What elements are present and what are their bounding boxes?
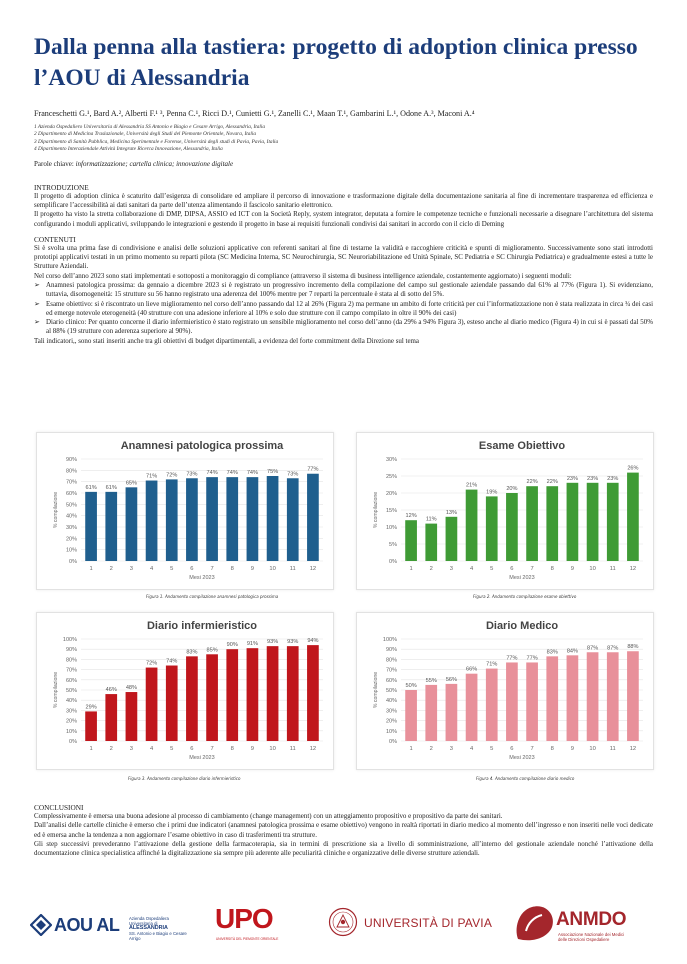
y-tick-label: 50% [385, 688, 397, 694]
data-label: 72% [166, 472, 178, 479]
data-label: 46% [105, 687, 117, 694]
data-label: 50% [405, 683, 417, 689]
bar [126, 487, 138, 561]
x-axis-label: Mesi 2023 [509, 575, 535, 581]
bullet-esame: ➢ Esame obiettivo: si è riscontrato un lieve miglioramento nel corso dell’anno passando dal 12 al 26% (Figura 2) ma permane un ambito di forte criticità per cui l’informatizzazione non è stata realizzata in circa ¾ dei casi ed emerge notevole eterogeneità (40 strutture con una adesione inferiore al 10% e solo due strutture con il campo compilato in oltre il 90% dei casi) [34, 300, 653, 319]
y-tick-label: 80% [65, 468, 77, 475]
x-tick-label: 8 [550, 746, 554, 752]
bullet-diario: ➢ Diario clinico: Per quanto concerne il diario infermieristico è stato registrato un sensibile miglioramento nel corso dell’anno (da 29% a 94% Figura 3), esteso anche al diario medico (Figura 4) in cui si è passati dal 50% al 88% (19 strutture con aderenza superiore al 90%). [34, 318, 653, 337]
data-label: 23% [607, 475, 619, 482]
data-label: 75% [266, 469, 279, 475]
x-tick-label: 11 [289, 566, 296, 572]
bar [126, 692, 138, 741]
bar [307, 645, 319, 741]
bar [546, 486, 558, 561]
bar [146, 481, 158, 561]
content-bullets [34, 281, 653, 337]
keywords [34, 160, 653, 169]
conclusions-paragraph-2: Dall’analisi delle cartelle cliniche è emerso che i primi due indicatori (anamnesi patologica prossima e esame obiettivo) vengono in realtà riportati in diario medico al momento dell’ingresso e non inseriti nelle voci dedicate ed è emersa anche la tendenza a non aggiornare l’esame obiettivo in caso di trasferimenti tra strutture. [34, 821, 653, 839]
x-tick-label: 3 [449, 746, 454, 752]
intro-heading: INTRODUZIONE [34, 182, 89, 192]
bar [607, 483, 619, 561]
y-tick-label: 70% [65, 479, 77, 486]
y-tick-label: 25% [385, 474, 397, 480]
x-tick-label: 3 [449, 566, 454, 572]
anmdo-sub-1: Associazione Nazionale dei Medici [558, 932, 625, 937]
y-tick-label: 90% [65, 457, 77, 463]
y-tick-label: 70% [65, 667, 77, 674]
chart-diario-medico [357, 613, 653, 769]
data-label: 73% [287, 471, 299, 478]
bar [546, 656, 558, 741]
content-paragraph-3: Tali indicatori,, sono stati inseriti anche tra gli obiettivi di budget dipartimentali, a evidenza del forte commitment della Direzione sul tema [34, 336, 420, 345]
x-tick-label: 5 [490, 746, 494, 752]
data-label: 77% [526, 655, 538, 662]
x-axis-label: Mesi 2023 [509, 755, 535, 761]
y-tick-label: 15% [385, 508, 397, 514]
bar [247, 477, 259, 561]
x-tick-label: 10 [589, 566, 596, 572]
data-label: 22% [546, 479, 558, 486]
bar [105, 492, 117, 561]
y-tick-label: 90% [65, 647, 77, 654]
y-tick-label: 20% [385, 718, 397, 725]
bar [166, 479, 178, 561]
bar [85, 711, 97, 741]
x-tick-label: 12 [309, 746, 317, 752]
aoual-line-2: Universitaria di [129, 921, 158, 926]
x-axis-label: Mesi 2023 [189, 575, 215, 581]
x-tick-label: 6 [190, 566, 194, 572]
conclusions-heading: CONCLUSIONI [34, 803, 84, 812]
bar [307, 474, 319, 561]
bar [446, 684, 458, 741]
bar [526, 662, 538, 741]
bar [226, 649, 238, 741]
x-tick-label: 6 [190, 746, 194, 752]
data-label: 87% [586, 645, 599, 652]
upo-subtitle: UNIVERSITÀ DEL PIEMONTE ORIENTALE [216, 937, 279, 941]
data-label: 65% [125, 480, 138, 487]
data-label: 85% [206, 647, 218, 654]
intro-paragraph-1: Il progetto di adoption clinica è scaturito dall’esigenza di consolidare ed ampliare il percorso di innovazione e trasformazione digitale della documentazione sanitaria al fine di incrementare trasparenza ed efficienza e semplificare l’accessibilità ai dati sanitari da parte dell’utenza alimentando il fascicolo sanitario elettronico. [34, 191, 653, 209]
data-label: 93% [266, 639, 279, 646]
conclusions-paragraph-1: Complessivamente è emersa una buona adesione al processo di cambiamento (change management) con un atteggiamento propositivo e propositivo da parte dei sanitari. [34, 812, 503, 820]
bar [226, 477, 238, 561]
data-label: 71% [145, 473, 158, 480]
data-label: 87% [607, 645, 619, 652]
data-label: 61% [85, 484, 97, 491]
data-label: 71% [486, 661, 498, 668]
intro-paragraph-2: Il progetto ha visto la stretta collaborazione di DMP, DIPSA, ASSIO ed ICT con la Società Reply, system integrator, deputata a fornire le competenze tecniche e funzionali necessarie a disegnare l’architettura del sistema configurando i moduli applicativi, sviluppando le integrazioni e gestendo il progetto in base ai requisiti funzionali condivisi dai sanitari in accordo con il ciclo di Deming [34, 210, 653, 228]
x-tick-label: 9 [250, 746, 255, 752]
y-tick-label: 30% [385, 457, 397, 463]
affiliation-4: 4 Dipartimento Interaziendale Attività Integrate Ricerca Innovazione, Alessandria, Italia [34, 146, 223, 153]
bar [486, 496, 498, 561]
data-label: 74% [206, 470, 218, 477]
pavia-name: UNIVERSITÀ DI PAVIA [364, 916, 493, 930]
y-tick-label: 20% [385, 491, 397, 497]
y-tick-label: 30% [385, 708, 397, 715]
bar [506, 662, 518, 741]
y-tick-label: 10% [65, 728, 77, 735]
data-label: 23% [586, 475, 599, 482]
bar [267, 476, 279, 561]
x-tick-label: 8 [230, 566, 234, 572]
y-tick-label: 80% [385, 657, 397, 664]
data-label: 88% [627, 644, 639, 651]
chart-title: Esame Obiettivo [478, 440, 566, 452]
y-tick-label: 10% [385, 525, 397, 531]
data-label: 13% [445, 509, 458, 516]
bar [567, 655, 579, 741]
bar [287, 646, 299, 741]
bar [166, 666, 178, 741]
data-label: 91% [246, 641, 259, 648]
bar [587, 652, 599, 741]
y-tick-label: 0% [389, 739, 397, 745]
bar [486, 669, 498, 741]
y-axis-label: % compilazione [373, 491, 379, 529]
affiliation-1: 1 Azienda Ospedaliero Universitaria di Alessandria SS Antonio e Biagio e Cesare Arrigo, Alessandria, Italia [34, 124, 265, 130]
bar [405, 520, 417, 561]
conclusions-section [34, 803, 653, 858]
y-tick-label: 100% [62, 637, 77, 643]
bar [267, 646, 279, 741]
x-tick-label: 12 [309, 566, 317, 572]
chart-title: Diario infermieristico [146, 620, 258, 632]
data-label: 84% [566, 648, 579, 655]
bar [627, 651, 639, 741]
figure-3-caption: Figura 3. Andamento compilazione diario infermieristico [128, 776, 241, 781]
x-tick-label: 2 [429, 566, 433, 572]
y-tick-label: 70% [385, 667, 397, 674]
data-label: 83% [186, 649, 198, 656]
x-tick-label: 5 [490, 566, 494, 572]
anmdo-mark-text: ANMDO [556, 909, 627, 930]
x-tick-label: 3 [129, 746, 134, 752]
y-tick-label: 0% [69, 559, 77, 565]
x-tick-label: 1 [409, 746, 413, 752]
data-label: 74% [246, 470, 259, 477]
data-label: 11% [425, 516, 437, 523]
chart-title: Diario Medico [485, 620, 559, 632]
data-label: 21% [465, 482, 478, 489]
bar [105, 694, 117, 741]
x-tick-label: 4 [149, 566, 154, 572]
bar [186, 478, 198, 561]
y-tick-label: 40% [385, 698, 397, 705]
bar [425, 685, 437, 741]
authors-line: Franceschetti G.¹, Bard A.², Alberti F.¹ ³, Penna C.¹, Ricci D.¹, Cunietti G.¹, Zanelli C.¹, Maan T.¹, Gambarini L.¹, Odone A.³, Maconi A.⁴ [34, 109, 475, 118]
bar [607, 652, 619, 741]
bar [587, 483, 599, 561]
aoual-line-1: Azienda Ospedaliera [129, 916, 169, 921]
data-label: 61% [105, 484, 117, 491]
x-tick-label: 2 [109, 746, 113, 752]
y-tick-label: 80% [65, 657, 77, 664]
chart-anamnesi [37, 433, 333, 589]
bar [206, 477, 218, 561]
data-label: 56% [445, 676, 458, 683]
data-label: 66% [465, 666, 478, 673]
data-label: 29% [85, 704, 97, 711]
data-label: 74% [226, 470, 238, 477]
bar [247, 648, 259, 741]
upo-mark-text: UPO [215, 903, 273, 934]
anmdo-sub-2: delle Direzioni Ospedaliere [558, 937, 610, 943]
y-tick-label: 20% [65, 718, 77, 725]
y-tick-label: 10% [385, 728, 397, 735]
y-tick-label: 40% [65, 698, 77, 705]
conclusions-paragraph-3: Gli step successivi prevederanno l’attivazione della gestione della farmacoterapia, sia in termini di prescrizione sia a livello di somministrazione, all’interno del gestionale aziendale nonché l’attivazione della documentazione clinica specialistica affinché la digitalizzazione sia sempre più aderente alle peculiarità cliniche e organizzative delle diverse strutture aziendali. [34, 839, 653, 858]
y-axis-label: % compilazione [373, 671, 379, 709]
y-tick-label: 60% [65, 677, 77, 684]
data-label: 83% [546, 649, 558, 656]
x-tick-label: 11 [609, 566, 616, 572]
x-tick-label: 9 [250, 566, 255, 572]
y-tick-label: 60% [385, 677, 397, 684]
bar [425, 524, 437, 561]
y-tick-label: 30% [65, 525, 77, 531]
content-heading: CONTENUTI [34, 234, 76, 244]
y-tick-label: 40% [65, 513, 77, 520]
bar [466, 674, 478, 741]
bar [627, 473, 639, 561]
y-tick-label: 10% [65, 547, 77, 554]
y-tick-label: 0% [69, 739, 77, 745]
data-label: 55% [425, 677, 437, 684]
x-tick-label: 10 [269, 566, 276, 572]
bar [526, 486, 538, 561]
anmdo-mark-icon [512, 901, 558, 945]
x-tick-label: 12 [629, 746, 637, 752]
x-tick-label: 9 [570, 566, 575, 572]
bar [405, 690, 417, 741]
logos-bar [0, 895, 687, 955]
bar [506, 493, 518, 561]
x-tick-label: 10 [589, 746, 596, 752]
chart-4-box [356, 612, 654, 770]
data-label: 94% [307, 638, 319, 645]
x-tick-label: 1 [89, 746, 93, 752]
y-axis-label: % compilazione [53, 491, 59, 529]
figure-4-caption: Figura 4. Andamento compilazione diario medico [476, 776, 575, 781]
y-tick-label: 60% [65, 491, 77, 497]
y-tick-label: 5% [389, 542, 397, 548]
upo-logo [210, 903, 300, 947]
figure-1-caption: Figura 1. Andamento compilazione anamnesi patologica prossima [146, 594, 279, 599]
x-tick-label: 4 [149, 746, 154, 752]
y-tick-label: 0% [389, 559, 397, 565]
data-label: 90% [226, 642, 238, 649]
x-tick-label: 7 [210, 566, 214, 572]
content-paragraph-1: Si è svolta una prima fase di condivisione e analisi delle soluzioni applicative con referenti sanitari al fine di testarne la validità e raccoghiere criticità e spunti di miglioramento. Successivamente sono stati introdotti prototipi applicativi testati in un primo momento su reparti pilota (SC Medicina Interna, SC Neurochirurgia, SC Neuroriabilitazione ed Unità Spinale, SC Pediatria e SC Chirurgia Pediatrica) e gradualmente estesi a tutte le Strutture Aziendali. [34, 243, 653, 271]
bar [567, 483, 579, 561]
chart-esame-obiettivo [357, 433, 653, 589]
data-label: 93% [287, 639, 299, 646]
bar [446, 517, 458, 561]
x-axis-label: Mesi 2023 [189, 755, 215, 761]
x-tick-label: 7 [210, 746, 214, 752]
keywords-label: Parole chiave: [34, 159, 76, 168]
x-tick-label: 2 [109, 566, 113, 572]
aoual-mark-text: AOU AL [54, 915, 120, 935]
x-tick-label: 2 [429, 746, 433, 752]
data-label: 19% [486, 489, 498, 496]
y-tick-label: 20% [65, 536, 77, 543]
y-axis-label: % compilazione [53, 671, 59, 709]
data-label: 23% [566, 475, 579, 482]
x-tick-label: 5 [170, 566, 174, 572]
y-tick-label: 50% [65, 688, 77, 694]
chart-3-box [36, 612, 334, 770]
x-tick-label: 4 [469, 566, 474, 572]
bar [287, 478, 299, 561]
bar [85, 492, 97, 561]
content-paragraph-2: Nel corso dell’anno 2023 sono stati implementati e sottoposti a monitoraggio di compliance (attraverso il sistema di business intelligence aziendale, costantemente aggiornato) i seguenti moduli: [34, 271, 572, 280]
x-tick-label: 8 [550, 566, 554, 572]
aoual-line-4: SS. Antonio e Biagio e Cesare Arrigo [129, 931, 187, 941]
x-tick-label: 5 [170, 746, 174, 752]
aoual-logo [30, 907, 190, 943]
aoual-text-block [129, 916, 199, 941]
chart-title: Anamnesi patologica prossima [120, 440, 284, 452]
x-tick-label: 1 [89, 566, 93, 572]
aoual-mark-icon [30, 914, 52, 936]
y-tick-label: 30% [65, 708, 77, 715]
bar [186, 656, 198, 741]
x-tick-label: 12 [629, 566, 637, 572]
bar [466, 490, 478, 561]
x-tick-label: 11 [289, 746, 296, 752]
anmdo-logo [512, 899, 662, 951]
x-tick-label: 9 [570, 746, 575, 752]
pavia-logo [328, 901, 493, 945]
data-label: 12% [405, 513, 417, 520]
aoual-line-3: ALESSANDRIA [129, 925, 168, 931]
data-label: 22% [526, 479, 538, 486]
x-tick-label: 7 [530, 566, 534, 572]
data-label: 72% [145, 660, 158, 667]
affiliations [34, 124, 653, 154]
y-tick-label: 50% [65, 502, 77, 509]
pavia-seal-icon [328, 907, 358, 937]
affiliation-3: 3 Dipartimento di Sanità Pubblica, Medicina Sperimentale e Forense, Università degli studi di Pavia, Pavia, Italia [34, 138, 279, 145]
data-label: 26% [627, 465, 639, 472]
affiliation-2: 2 Dipartimento di Medicina Traslazionale, Università degli Studi del Piemonte Orientale, Novara, Italia [34, 131, 257, 138]
x-tick-label: 3 [129, 566, 134, 572]
data-label: 74% [166, 658, 178, 665]
x-tick-label: 11 [609, 746, 616, 752]
data-label: 77% [307, 466, 319, 473]
figure-2-caption: Figura 2. Andamento compilazione esame obiettivo [473, 594, 577, 599]
keywords-values: informatizzazione; cartella clinica; innovazione digitale [75, 159, 234, 168]
y-tick-label: 90% [385, 647, 397, 654]
x-tick-label: 1 [409, 566, 413, 572]
chart-1-box [36, 432, 334, 590]
anmdo-subtitle [558, 932, 624, 942]
x-tick-label: 6 [510, 746, 514, 752]
data-label: 20% [506, 486, 518, 492]
y-tick-label: 100% [382, 637, 397, 643]
chart-2-box [356, 432, 654, 590]
x-tick-label: 6 [510, 566, 514, 572]
data-label: 73% [186, 471, 198, 478]
poster-title: Dalla penna alla tastiera: progetto di adoption clinica presso l’AOU di Alessandria [34, 34, 638, 91]
x-tick-label: 7 [530, 746, 534, 752]
data-label: 77% [506, 655, 518, 662]
bar [146, 668, 158, 741]
x-tick-label: 10 [269, 746, 276, 752]
data-label: 48% [125, 685, 138, 692]
x-tick-label: 8 [230, 746, 234, 752]
x-tick-label: 4 [469, 746, 474, 752]
chart-diario-infermieristico [37, 613, 333, 769]
bar [206, 654, 218, 741]
bullet-anamnesi: ➢ Anamnesi patologica prossima: da gennaio a dicembre 2023 si è registrato un progressivo incremento della compilazione del campo sul gestionale aziendale passando dal 61% al 77% (Figura 1). Si evidenziano, tuttavia, disomogeneità: 15 strutture su 56 hanno registrato una aderenza del 100% mentre per 7 reparti la percentuale è stata al di sotto del 5%. [34, 281, 653, 300]
